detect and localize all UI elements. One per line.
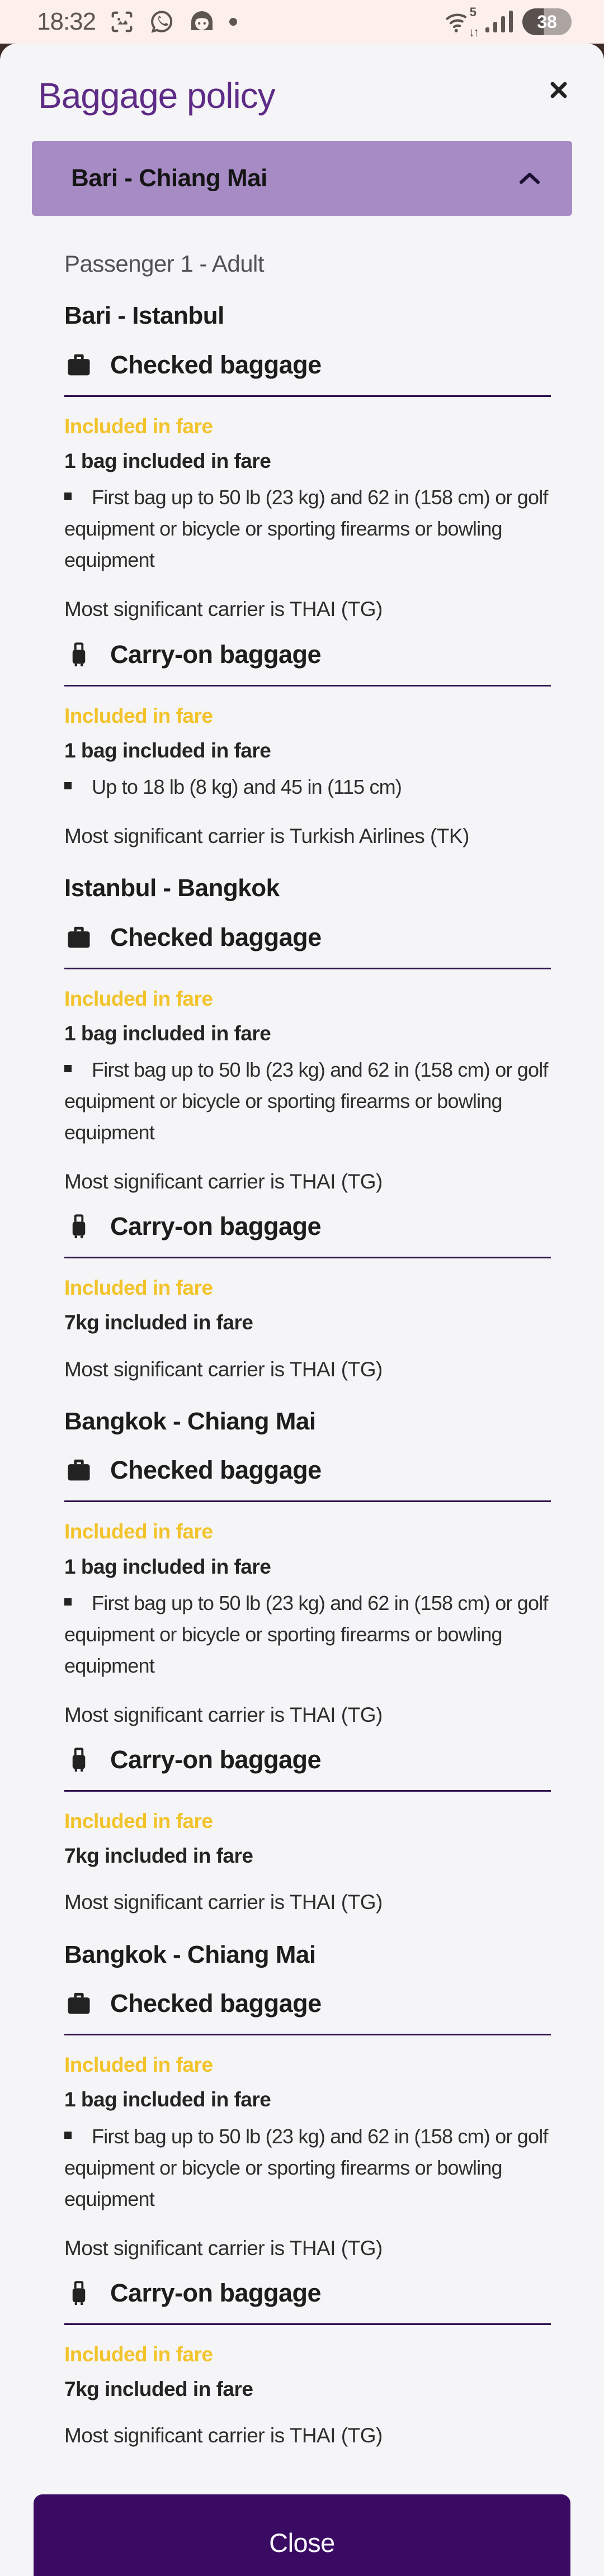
fare-status: Included in fare bbox=[64, 704, 213, 727]
divider bbox=[64, 1790, 551, 1792]
allowance-detail: First bag up to 50 lb (23 kg) and 62 in (158 cm) or golf equipment or bicycle or sporting firearms or bowling equipment bbox=[64, 1058, 548, 1144]
baggage-type-row bbox=[64, 1989, 551, 2018]
passenger-label: Passenger 1 - Adult bbox=[64, 250, 265, 277]
contact-face-icon bbox=[188, 8, 215, 35]
modal-header bbox=[0, 44, 604, 115]
briefcase-icon bbox=[64, 1456, 93, 1485]
wifi-traffic-arrows: ↓↑ bbox=[469, 25, 478, 39]
baggage-type-row bbox=[64, 1456, 551, 1485]
fare-status: Included in fare bbox=[64, 1520, 213, 1543]
briefcase-icon bbox=[64, 1989, 93, 2018]
chevron-up-icon bbox=[518, 171, 541, 186]
allowance-text: 1 bag included in fare bbox=[64, 1555, 271, 1578]
carrier-text: Most significant carrier is THAI (TG) bbox=[64, 1170, 383, 1194]
divider bbox=[64, 2034, 551, 2035]
fare-status: Included in fare bbox=[64, 987, 213, 1010]
fare-status: Included in fare bbox=[64, 1809, 213, 1832]
baggage-type-title: Checked baggage bbox=[110, 350, 322, 379]
close-button[interactable] bbox=[34, 2494, 570, 2576]
checked-baggage-block bbox=[64, 923, 551, 1196]
wifi-5ghz-label: 5 bbox=[469, 5, 476, 19]
allowance-text: 1 bag included in fare bbox=[64, 738, 271, 762]
checked-baggage-block bbox=[64, 1456, 551, 1729]
checked-baggage-block bbox=[64, 351, 551, 623]
carrier-text: Most significant carrier is THAI (TG) bbox=[64, 2424, 383, 2447]
divider bbox=[64, 1500, 551, 1502]
allowance-text: 7kg included in fare bbox=[64, 1844, 253, 1868]
allowance-text: 7kg included in fare bbox=[64, 2377, 253, 2400]
divider bbox=[64, 968, 551, 969]
segment-title: Bari - Istanbul bbox=[64, 302, 224, 330]
bullet-marker bbox=[64, 1598, 72, 1606]
segment-title: Bangkok - Chiang Mai bbox=[64, 1940, 316, 1968]
wifi-icon bbox=[443, 5, 478, 39]
carrier-text: Most significant carrier is THAI (TG) bbox=[64, 1357, 383, 1381]
baggage-policy-modal bbox=[0, 44, 604, 2576]
baggage-type-title: Checked baggage bbox=[110, 1989, 322, 2018]
screenshot-icon bbox=[109, 9, 135, 35]
allowance-text: 1 bag included in fare bbox=[64, 2088, 271, 2111]
allowance-detail: First bag up to 50 lb (23 kg) and 62 in (158 cm) or golf equipment or bicycle or sporting firearms or bowling equipment bbox=[64, 1591, 548, 1677]
accordion-label: Bari - Chiang Mai bbox=[71, 164, 267, 192]
allowance-detail: First bag up to 50 lb (23 kg) and 62 in (158 cm) or golf equipment or bicycle or sporting firearms or bowling equipment bbox=[64, 2124, 548, 2210]
baggage-type-title: Carry-on baggage bbox=[110, 1745, 322, 1774]
battery-icon bbox=[522, 8, 572, 35]
divider bbox=[64, 2323, 551, 2325]
bullet-marker bbox=[64, 493, 72, 500]
segment-title: Istanbul - Bangkok bbox=[64, 874, 280, 902]
baggage-type-row bbox=[64, 1212, 551, 1241]
carrier-text: Most significant carrier is THAI (TG) bbox=[64, 2236, 383, 2260]
briefcase-icon bbox=[64, 351, 93, 380]
rolling-suitcase-icon bbox=[64, 1212, 93, 1241]
briefcase-icon bbox=[64, 923, 93, 952]
allowance-detail: First bag up to 50 lb (23 kg) and 62 in (158 cm) or golf equipment or bicycle or sporting firearms or bowling equipment bbox=[64, 486, 548, 572]
fare-status: Included in fare bbox=[64, 2342, 213, 2366]
page-title: Baggage policy bbox=[38, 75, 275, 116]
baggage-type-row bbox=[64, 351, 551, 380]
fare-status: Included in fare bbox=[64, 1276, 213, 1300]
accordion-header-bari-chiang-mai[interactable] bbox=[32, 141, 572, 216]
rolling-suitcase-icon bbox=[64, 640, 93, 669]
carryon-baggage-block bbox=[64, 1745, 551, 1916]
carryon-baggage-block bbox=[64, 2279, 551, 2450]
baggage-type-row bbox=[64, 2279, 551, 2308]
divider bbox=[64, 685, 551, 686]
whatsapp-icon bbox=[148, 8, 175, 35]
baggage-type-title: Carry-on baggage bbox=[110, 2278, 322, 2307]
divider bbox=[64, 395, 551, 397]
carrier-text: Most significant carrier is THAI (TG) bbox=[64, 1703, 383, 1726]
baggage-type-row bbox=[64, 1745, 551, 1774]
clock: 18:32 bbox=[37, 8, 96, 35]
checked-baggage-block bbox=[64, 1989, 551, 2262]
close-button-label: Close bbox=[269, 2527, 335, 2558]
rolling-suitcase-icon bbox=[64, 1745, 93, 1774]
divider bbox=[64, 1257, 551, 1258]
carryon-baggage-block bbox=[64, 640, 551, 850]
carrier-text: Most significant carrier is Turkish Airlines (TK) bbox=[64, 825, 469, 847]
segment-title: Bangkok - Chiang Mai bbox=[64, 1407, 316, 1435]
battery-percent: 38 bbox=[537, 11, 557, 32]
baggage-type-title: Carry-on baggage bbox=[110, 1212, 322, 1241]
baggage-type-title: Checked baggage bbox=[110, 1456, 322, 1485]
bullet-marker bbox=[64, 2132, 72, 2139]
bullet-marker bbox=[64, 782, 72, 789]
baggage-type-title: Checked baggage bbox=[110, 922, 322, 951]
bullet-marker bbox=[64, 1065, 72, 1072]
allowance-text: 1 bag included in fare bbox=[64, 449, 271, 473]
carrier-text: Most significant carrier is THAI (TG) bbox=[64, 1891, 383, 1914]
allowance-text: 7kg included in fare bbox=[64, 1311, 253, 1334]
notification-dot bbox=[229, 17, 238, 26]
status-bar bbox=[0, 0, 604, 44]
fare-status: Included in fare bbox=[64, 2053, 213, 2077]
close-icon[interactable] bbox=[548, 79, 569, 101]
signal-bars-icon bbox=[484, 8, 513, 35]
baggage-type-row bbox=[64, 640, 551, 669]
allowance-text: 1 bag included in fare bbox=[64, 1021, 271, 1045]
rolling-suitcase-icon bbox=[64, 2279, 93, 2308]
policy-content bbox=[64, 250, 551, 2449]
baggage-type-row bbox=[64, 923, 551, 952]
fare-status: Included in fare bbox=[64, 414, 213, 438]
allowance-detail: Up to 18 lb (8 kg) and 45 in (115 cm) bbox=[64, 771, 551, 803]
carrier-text: Most significant carrier is THAI (TG) bbox=[64, 598, 383, 621]
carryon-baggage-block bbox=[64, 1212, 551, 1383]
baggage-type-title: Carry-on baggage bbox=[110, 640, 322, 669]
